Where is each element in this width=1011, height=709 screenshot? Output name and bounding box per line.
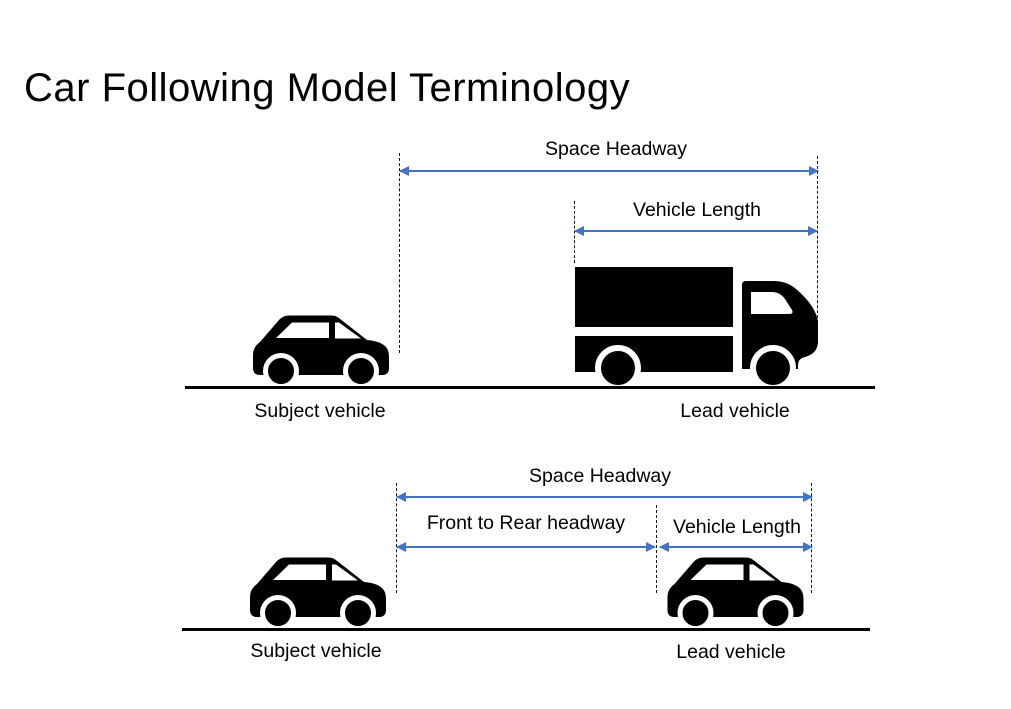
top-subject-vehicle-label: Subject vehicle — [254, 400, 386, 422]
top-space-headway-arrow — [400, 170, 818, 172]
car-icon — [245, 555, 390, 629]
bottom-front-to-rear-headway-label: Front to Rear headway — [426, 512, 626, 534]
bottom-road-line — [182, 628, 870, 631]
car-icon — [248, 313, 393, 387]
bottom-lead-vehicle-label: Lead vehicle — [676, 641, 786, 663]
bottom-front-to-rear-headway-arrow — [397, 546, 655, 548]
top-space-headway-label: Space Headway — [544, 138, 688, 160]
top-vehicle-length-arrow — [575, 230, 817, 232]
bottom-space-headway-arrow — [397, 496, 812, 498]
bottom-lead-front-dashed-line — [811, 483, 812, 593]
bottom-vehicle-length-label: Vehicle Length — [673, 516, 801, 538]
bottom-subject-front-dashed-line — [396, 483, 397, 593]
bottom-vehicle-length-arrow — [660, 546, 812, 548]
top-lead-vehicle-label: Lead vehicle — [680, 400, 790, 422]
bottom-lead-rear-dashed-line — [656, 505, 657, 593]
top-road-line — [185, 386, 875, 389]
truck-icon — [575, 263, 818, 388]
bottom-subject-vehicle-label: Subject vehicle — [250, 640, 382, 662]
top-subject-front-dashed-line — [399, 153, 400, 353]
top-vehicle-length-label: Vehicle Length — [633, 199, 761, 221]
page-title: Car Following Model Terminology — [24, 66, 631, 110]
car-icon — [662, 555, 808, 629]
bottom-space-headway-label: Space Headway — [528, 465, 672, 487]
